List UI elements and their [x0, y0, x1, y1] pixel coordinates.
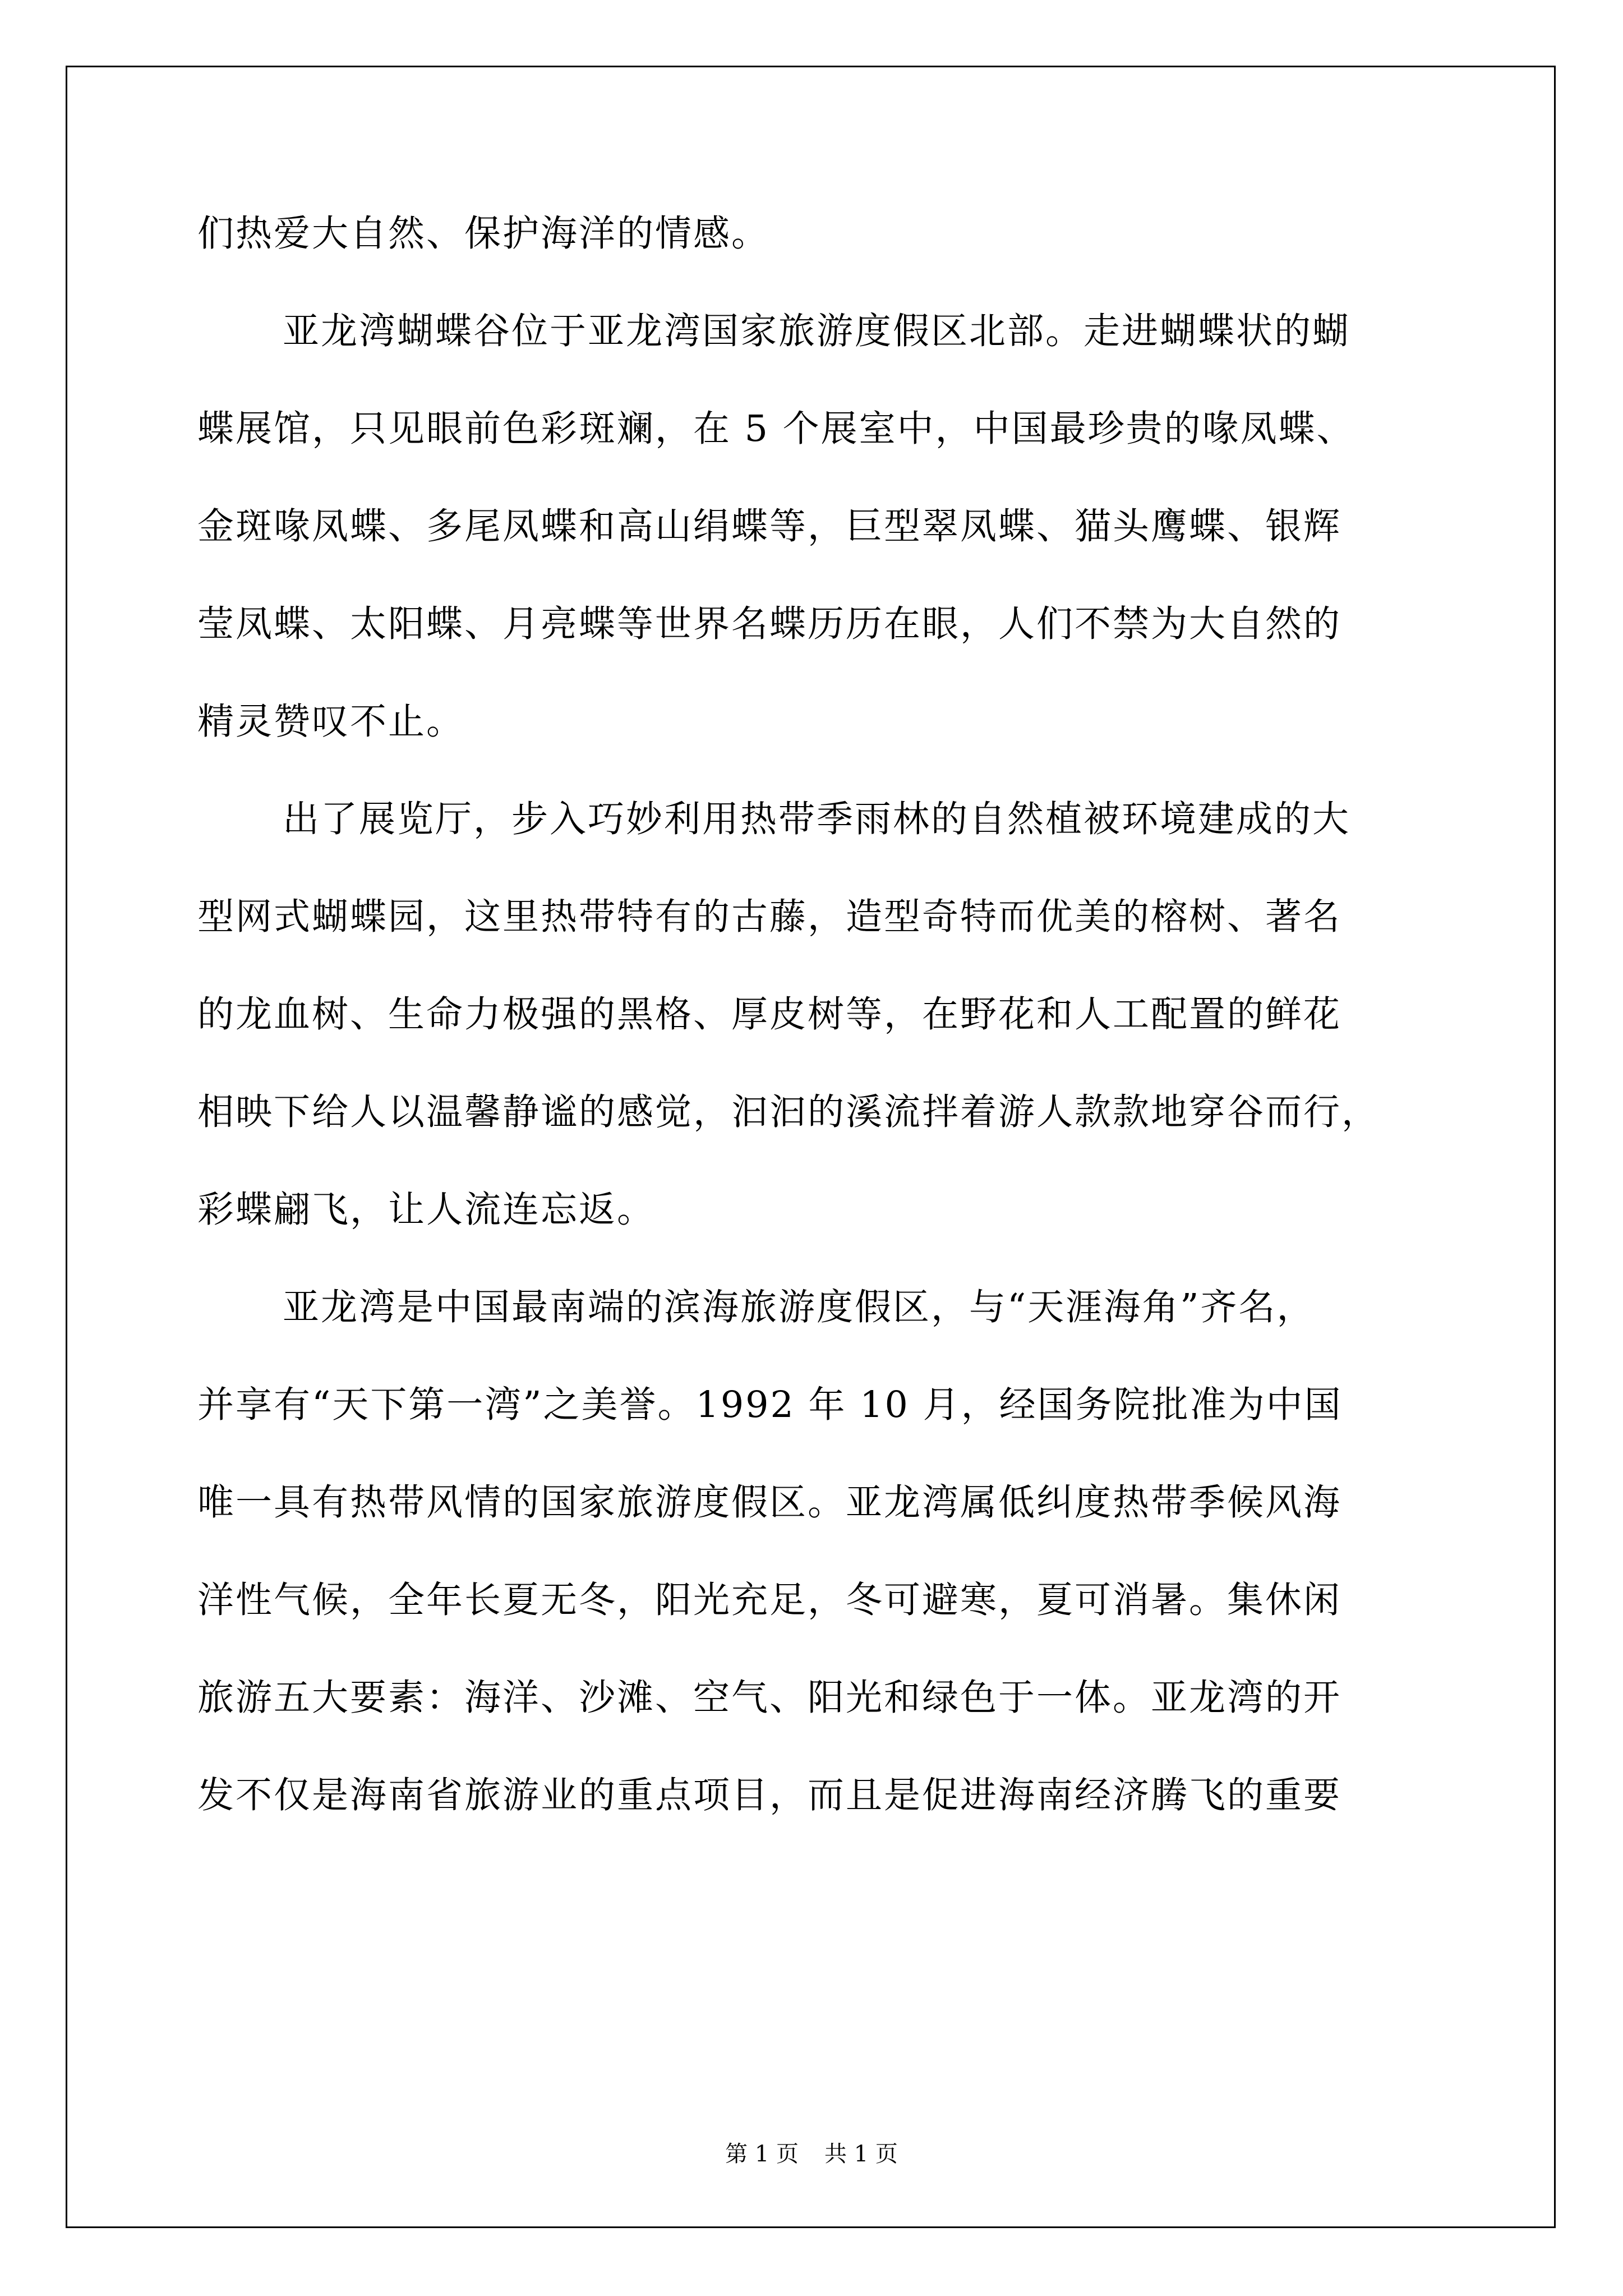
page-number-current: 第 1 页 — [725, 2141, 799, 2167]
text-line: 并享有“天下第一湾”之美誉。1992 年 10 月，经国务院批准为中国 — [197, 1384, 1343, 1426]
text-line: 们热爱大自然、保护海洋的情感。 — [197, 213, 770, 255]
text-line: 旅游五大要素：海洋、沙滩、空气、阳光和绿色于一体。亚龙湾的开 — [197, 1677, 1342, 1719]
page-number-total: 共 1 页 — [824, 2141, 898, 2167]
page-footer — [0, 2137, 1623, 2171]
text-line: 出了展览厅，步入巧妙利用热带季雨林的自然植被环境建成的大 — [283, 798, 1351, 840]
text-line: 型网式蝴蝶园，这里热带特有的古藤，造型奇特而优美的榕树、著名 — [197, 896, 1342, 938]
text-line: 唯一具有热带风情的国家旅游度假区。亚龙湾属低纠度热带季候风海 — [197, 1481, 1342, 1524]
text-line: 亚龙湾是中国最南端的滨海旅游度假区，与“天涯海角”齐名， — [283, 1286, 1315, 1328]
document-body — [197, 185, 1454, 1844]
text-line: 彩蝶翩飞，让人流连忘返。 — [197, 1189, 656, 1231]
text-line: 发不仅是海南省旅游业的重点项目，而且是促进海南经济腾飞的重要 — [197, 1774, 1342, 1816]
text-line: 金斑喙凤蝶、多尾凤蝶和高山绢蝶等，巨型翠凤蝶、猫头鹰蝶、银辉 — [197, 505, 1342, 547]
text-line: 相映下给人以温馨静谧的感觉，汩汩的溪流拌着游人款款地穿谷而行， — [197, 1091, 1380, 1133]
text-line: 蝶展馆，只见眼前色彩斑斓，在 5 个展室中，中国最珍贵的喙凤蝶、 — [197, 408, 1355, 450]
text-line: 亚龙湾蝴蝶谷位于亚龙湾国家旅游度假区北部。走进蝴蝶状的蝴 — [283, 310, 1351, 352]
text-line: 洋性气候，全年长夏无冬，阳光充足，冬可避寒，夏可消暑。集休闲 — [197, 1579, 1342, 1621]
text-line: 精灵赞叹不止。 — [197, 701, 465, 743]
text-line: 的龙血树、生命力极强的黑格、厚皮树等，在野花和人工配置的鲜花 — [197, 993, 1342, 1036]
text-line: 莹凤蝶、太阳蝶、月亮蝶等世界名蝶历历在眼，人们不禁为大自然的 — [197, 603, 1342, 645]
